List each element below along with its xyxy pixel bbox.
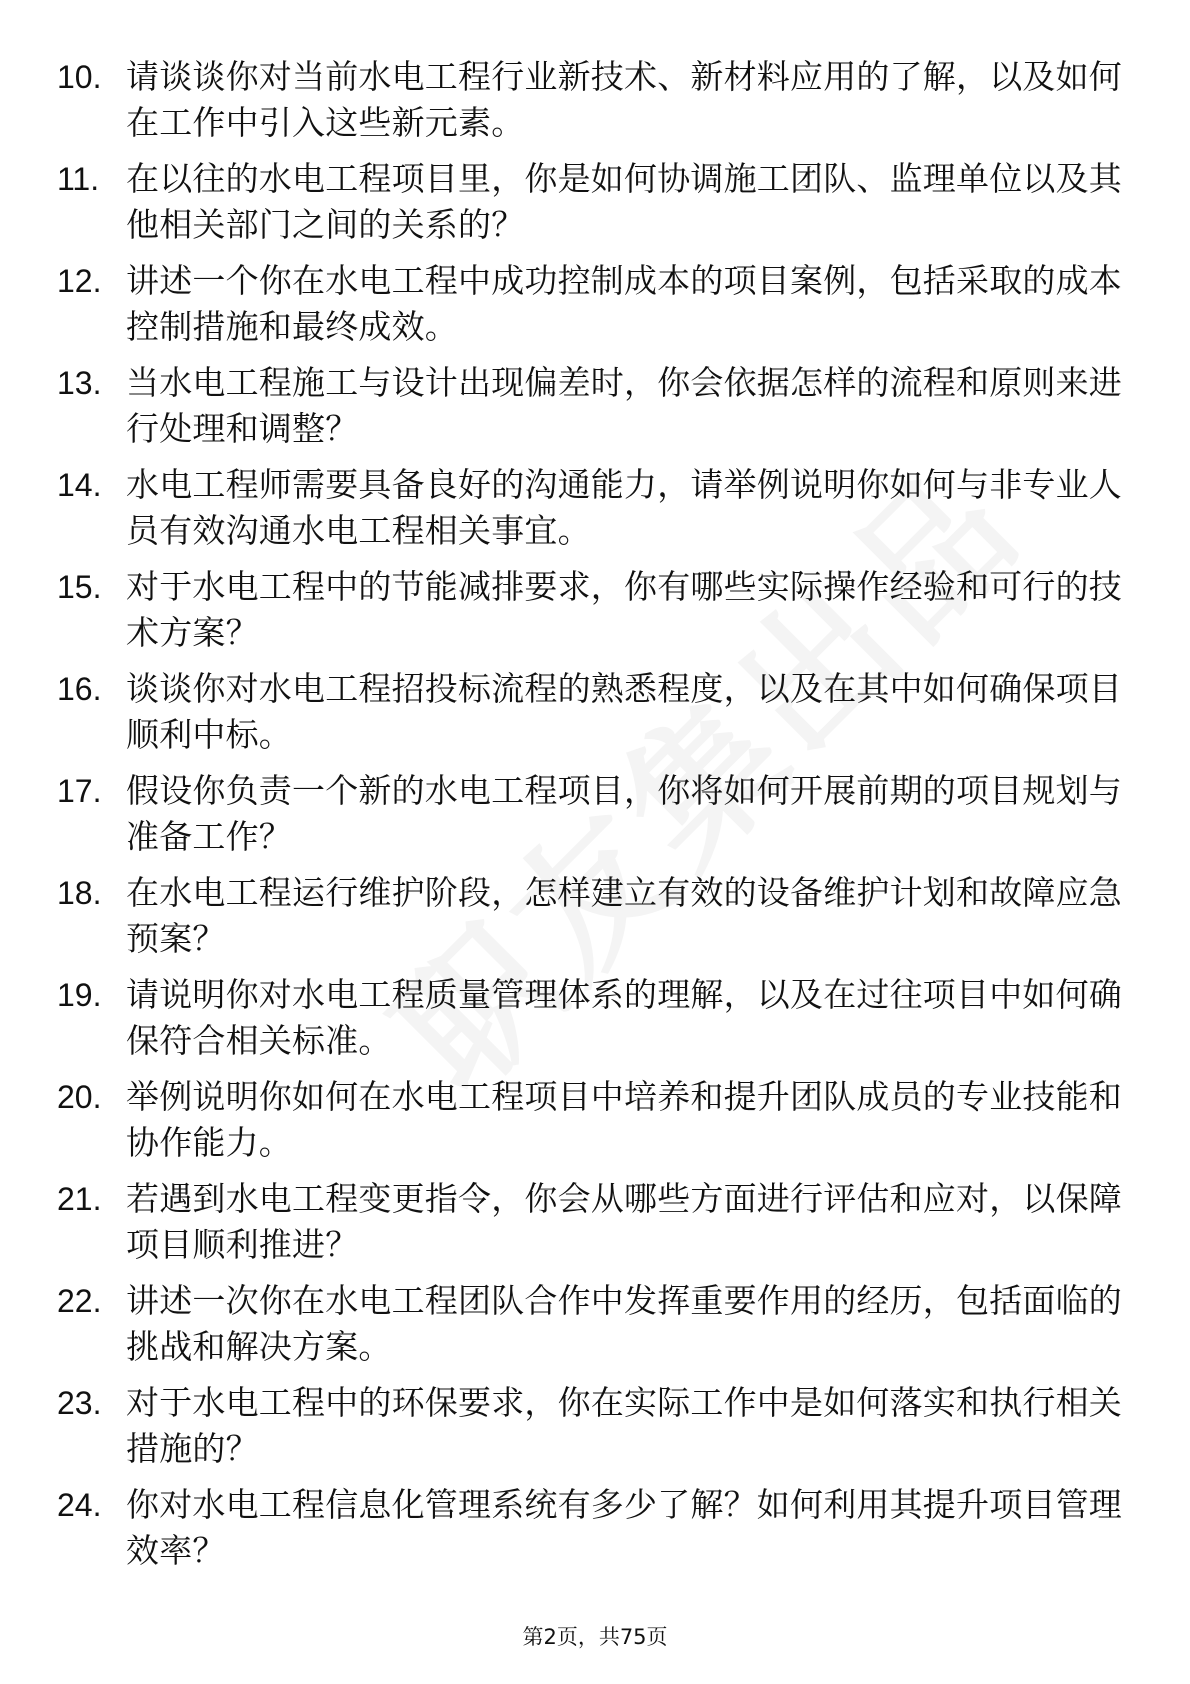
question-text: 假设你负责一个新的水电工程项目，你将如何开展前期的项目规划与准备工作？ — [126, 771, 1122, 856]
question-number: 24. — [57, 1487, 102, 1523]
page-footer: 第2页，共75页 — [522, 1625, 668, 1649]
question-number: 11. — [57, 161, 100, 197]
question-number: 23. — [57, 1385, 102, 1421]
question-number: 19. — [57, 977, 102, 1013]
question-number: 15. — [57, 569, 102, 605]
question-text: 水电工程师需要具备良好的沟通能力，请举例说明你如何与非专业人员有效沟通水电工程相关事宜。 — [126, 465, 1122, 550]
question-number: 10. — [57, 59, 102, 95]
question-list — [0, 54, 1190, 1584]
list-item — [0, 1482, 1190, 1584]
list-item — [0, 768, 1190, 870]
list-item — [0, 666, 1190, 768]
question-text: 讲述一个你在水电工程中成功控制成本的项目案例，包括采取的成本控制措施和最终成效。 — [126, 261, 1122, 346]
list-item — [0, 258, 1190, 360]
question-text: 若遇到水电工程变更指令，你会从哪些方面进行评估和应对，以保障项目顺利推进？ — [126, 1179, 1122, 1264]
list-item — [0, 462, 1190, 564]
question-number: 16. — [57, 671, 102, 707]
question-number: 12. — [57, 263, 102, 299]
list-item — [0, 1380, 1190, 1482]
question-number: 20. — [57, 1079, 102, 1115]
list-item — [0, 1074, 1190, 1176]
question-number: 22. — [57, 1283, 102, 1319]
list-item — [0, 870, 1190, 972]
list-item — [0, 1278, 1190, 1380]
question-text: 对于水电工程中的节能减排要求，你有哪些实际操作经验和可行的技术方案？ — [126, 567, 1122, 652]
question-number: 17. — [57, 773, 102, 809]
question-text: 请说明你对水电工程质量管理体系的理解，以及在过往项目中如何确保符合相关标准。 — [126, 975, 1122, 1060]
question-text: 在以往的水电工程项目里，你是如何协调施工团队、监理单位以及其他相关部门之间的关系的？ — [126, 159, 1122, 244]
question-text: 当水电工程施工与设计出现偏差时，你会依据怎样的流程和原则来进行处理和调整？ — [126, 363, 1122, 448]
question-number: 13. — [57, 365, 102, 401]
list-item — [0, 972, 1190, 1074]
question-text: 对于水电工程中的环保要求，你在实际工作中是如何落实和执行相关措施的？ — [126, 1383, 1122, 1468]
question-number: 18. — [57, 875, 102, 911]
question-text: 讲述一次你在水电工程团队合作中发挥重要作用的经历，包括面临的挑战和解决方案。 — [126, 1281, 1122, 1366]
question-text: 你对水电工程信息化管理系统有多少了解？如何利用其提升项目管理效率？ — [126, 1485, 1122, 1570]
list-item — [0, 564, 1190, 666]
list-item — [0, 360, 1190, 462]
question-number: 14. — [57, 467, 102, 503]
question-text: 在水电工程运行维护阶段，怎样建立有效的设备维护计划和故障应急预案？ — [126, 873, 1122, 958]
list-item — [0, 156, 1190, 258]
question-text: 谈谈你对水电工程招投标流程的熟悉程度，以及在其中如何确保项目顺利中标。 — [126, 669, 1122, 754]
question-text: 请谈谈你对当前水电工程行业新技术、新材料应用的了解，以及如何在工作中引入这些新元素。 — [126, 57, 1122, 142]
question-number: 21. — [57, 1181, 102, 1217]
list-item — [0, 1176, 1190, 1278]
list-item — [0, 54, 1190, 156]
question-text: 举例说明你如何在水电工程项目中培养和提升团队成员的专业技能和协作能力。 — [126, 1077, 1122, 1162]
